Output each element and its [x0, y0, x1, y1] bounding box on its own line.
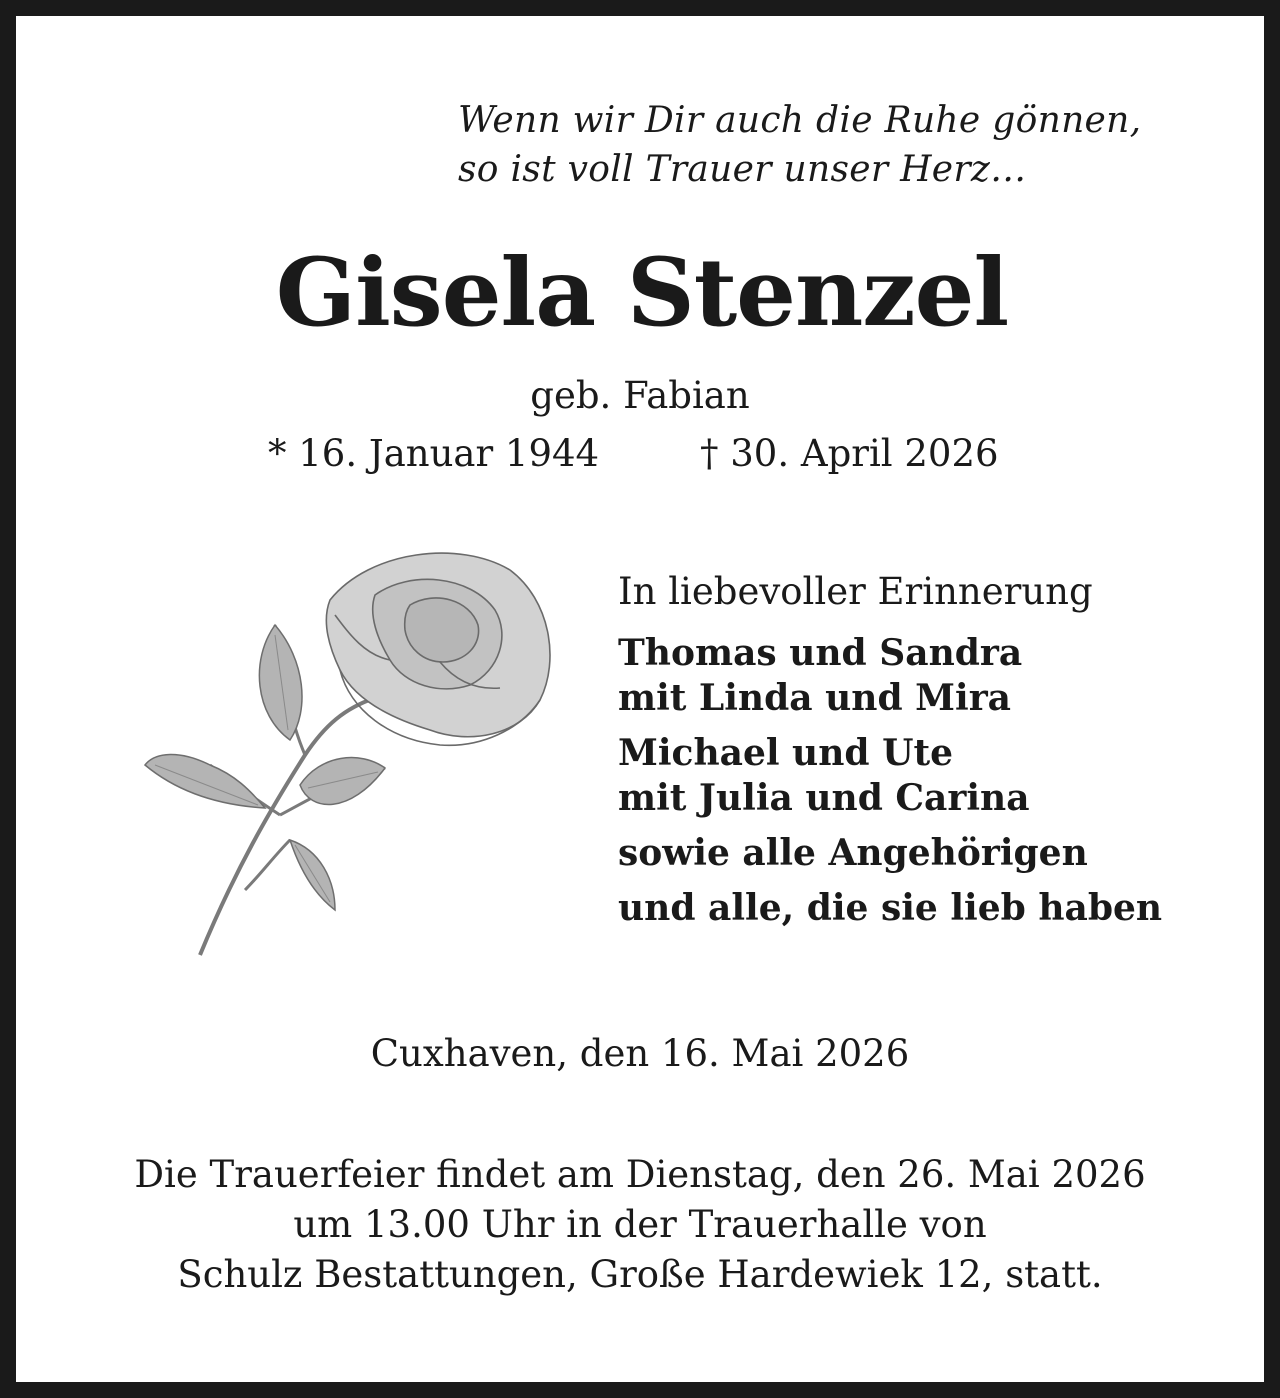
family-line: Michael und Ute	[618, 732, 954, 774]
family-line: und alle, die sie lieb haben	[618, 887, 1163, 929]
service-line-3: Schulz Bestattungen, Große Hardewiek 12, statt.	[177, 1253, 1103, 1296]
service-line-1: Die Trauerfeier findet am Dienstag, den 26. Mai 2026	[134, 1153, 1146, 1196]
place-date: Cuxhaven, den 16. Mai 2026	[370, 1032, 910, 1075]
maiden-name: geb. Fabian	[530, 374, 750, 417]
family-line: mit Linda und Mira	[618, 677, 1011, 719]
memory-line: In liebevoller Erinnerung	[618, 570, 1093, 613]
verse-line-2: so ist voll Trauer unser Herz…	[458, 149, 1027, 190]
family-line: mit Julia und Carina	[618, 777, 1030, 819]
birth-date: * 16. Januar 1944	[268, 432, 600, 475]
death-date: † 30. April 2026	[700, 432, 999, 475]
family-group-2	[618, 731, 1162, 821]
deceased-name: Gisela Stenzel	[275, 238, 1009, 348]
family-line: Thomas und Sandra	[618, 632, 1023, 674]
service-line-2: um 13.00 Uhr in der Trauerhalle von	[293, 1203, 987, 1246]
verse-line-1: Wenn wir Dir auch die Ruhe gönnen,	[458, 100, 1142, 141]
family-group-1	[618, 631, 1162, 721]
service-info	[0, 1150, 1280, 1300]
tribute-block	[618, 567, 1162, 941]
family-line: sowie alle Angehörigen	[618, 832, 1088, 874]
family-group-3	[618, 831, 1162, 876]
family-group-4	[618, 886, 1162, 931]
verse	[458, 96, 1141, 194]
rose-icon	[140, 540, 570, 960]
